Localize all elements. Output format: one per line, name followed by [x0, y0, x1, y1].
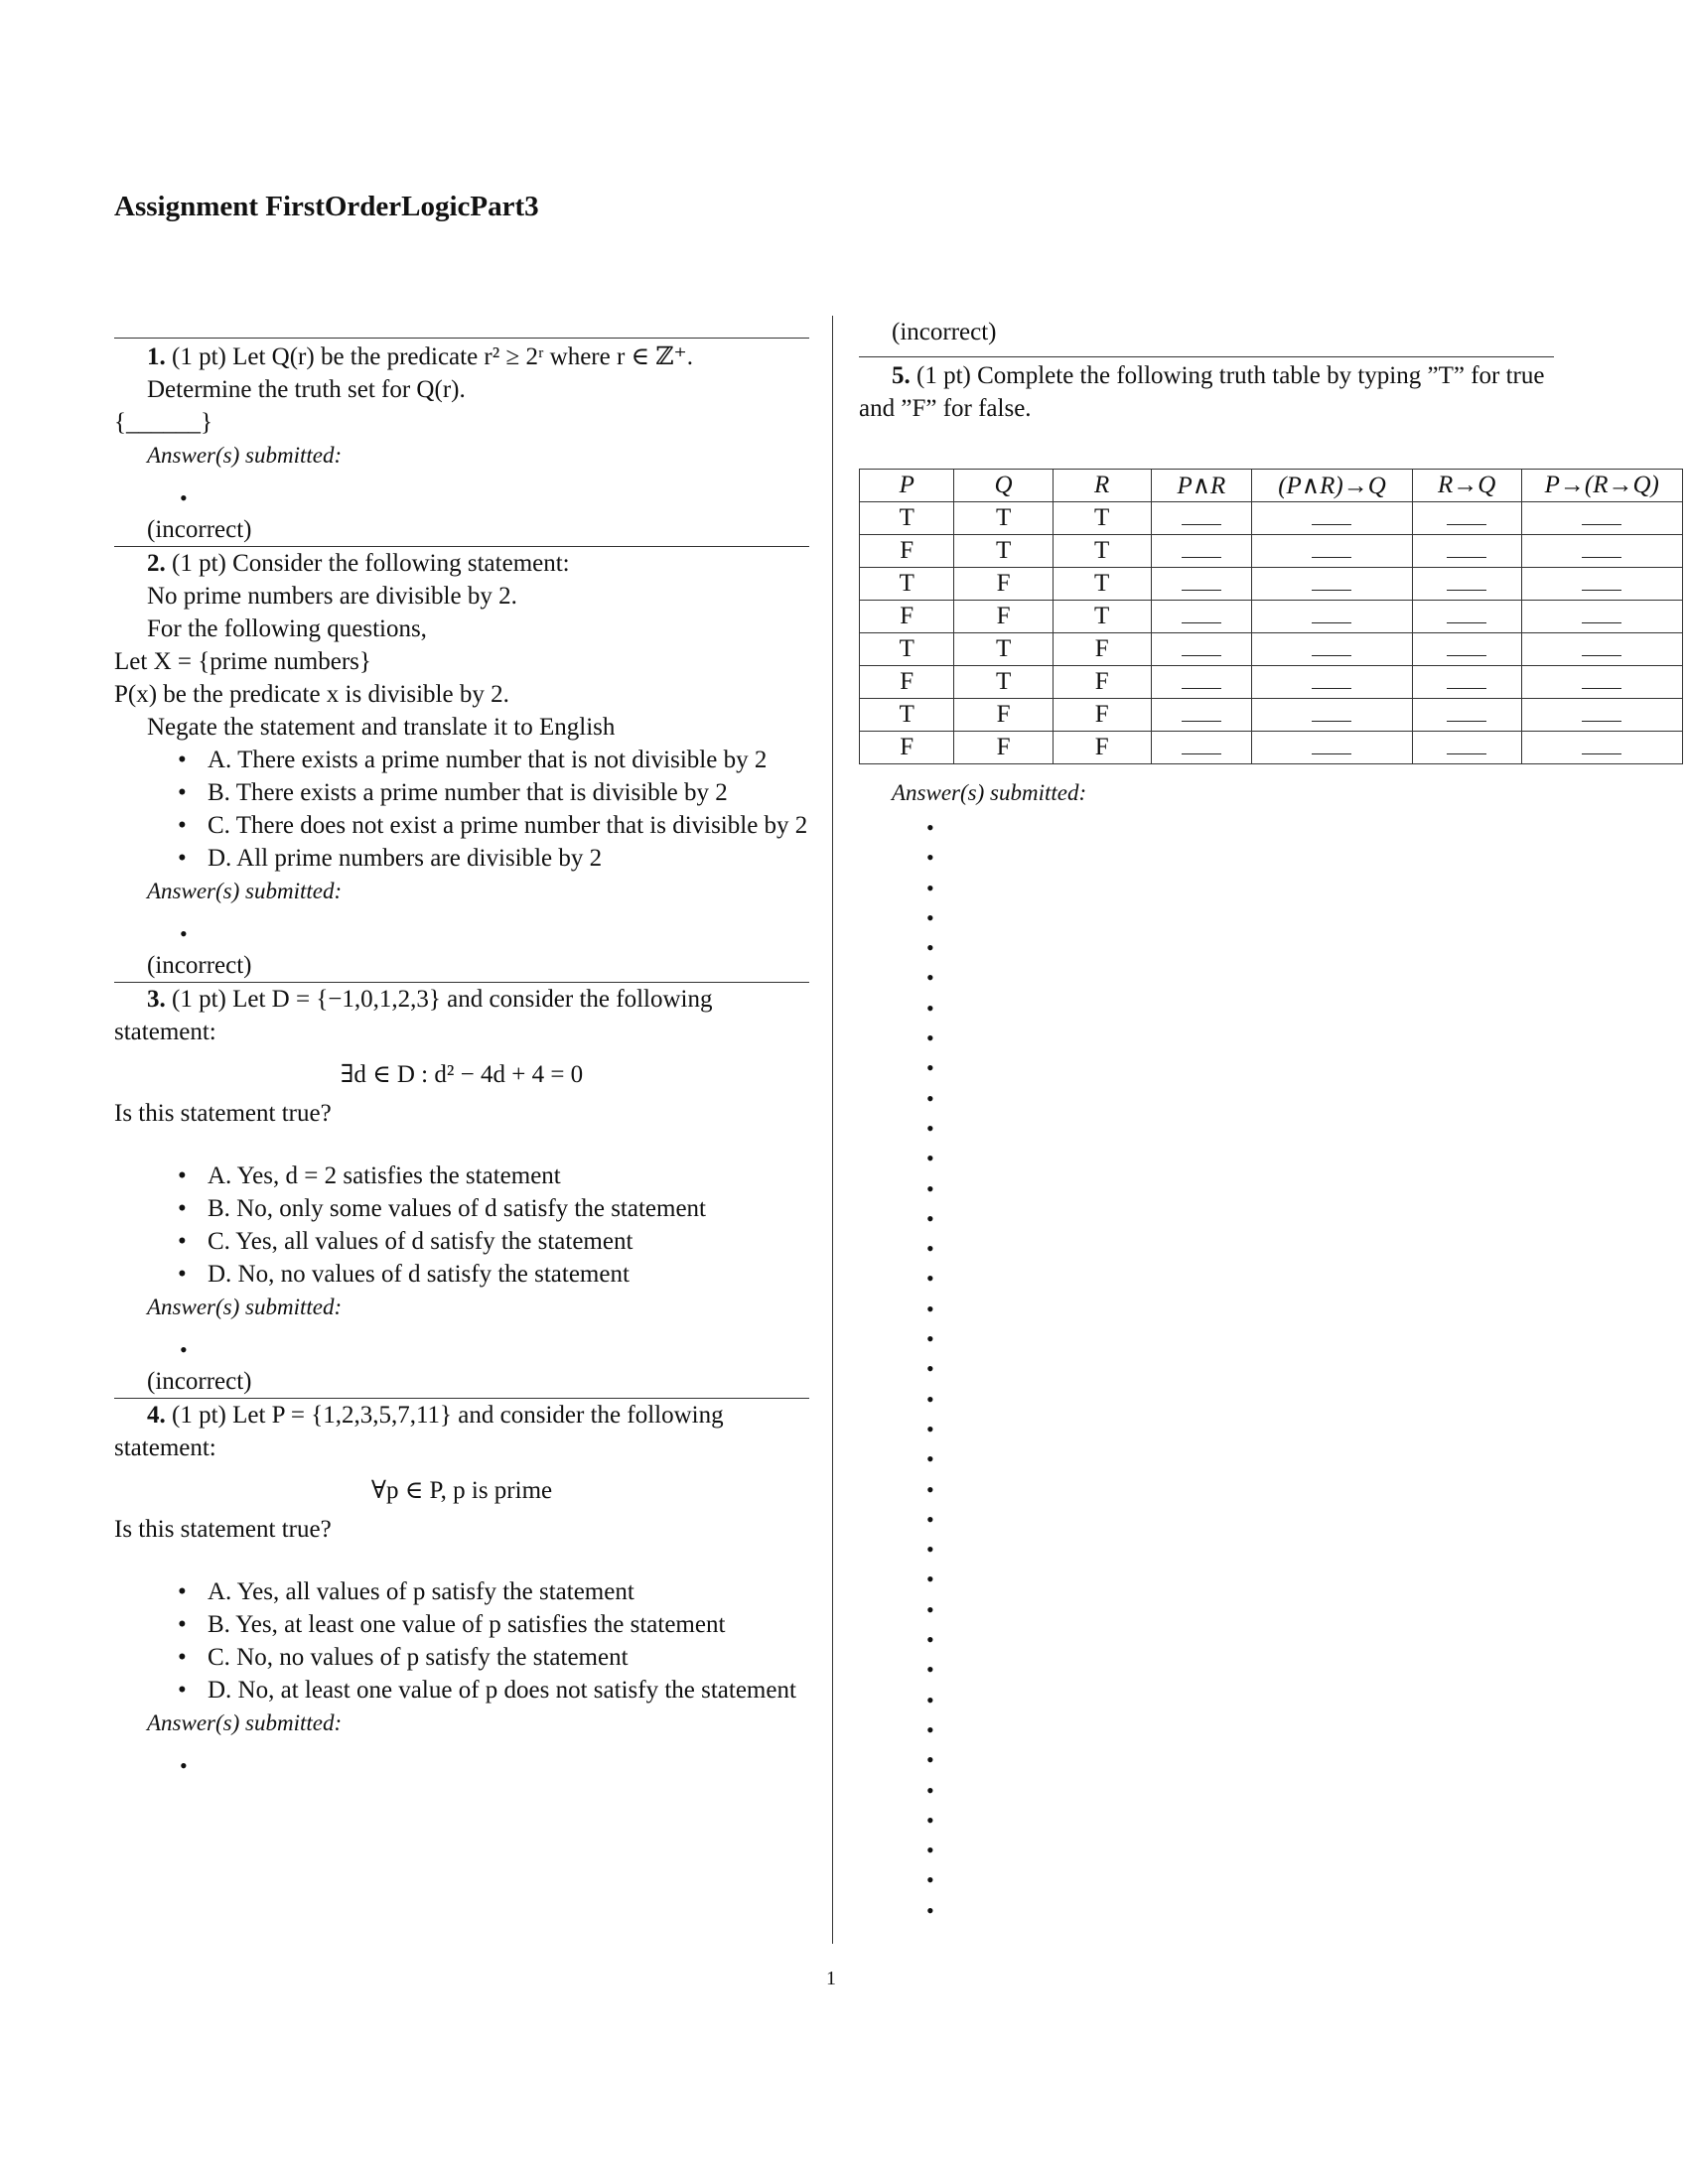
answer-bullet: [859, 1176, 1683, 1206]
question-divider: [859, 356, 1554, 357]
answer-bullet: [859, 1747, 1683, 1777]
question-1: [114, 341, 809, 546]
answers-submitted-label: Answer(s) submitted:: [892, 780, 1087, 805]
answer-blank[interactable]: [1447, 504, 1486, 525]
answer-bullet: [114, 907, 809, 949]
answer-input-cell[interactable]: [1252, 666, 1413, 699]
answer-bullet: [859, 1387, 1683, 1417]
option-c[interactable]: • C. Yes, all values of d satisfy the statement: [114, 1225, 809, 1258]
status-text: (incorrect): [147, 1368, 252, 1395]
answer-input-cell[interactable]: [1151, 535, 1252, 568]
question-number: 3.: [147, 986, 166, 1013]
answer-input-cell[interactable]: [1252, 535, 1413, 568]
answer-blank[interactable]: [1182, 603, 1221, 623]
definition-text: P(x) be the predicate x is divisible by 2.: [114, 681, 509, 708]
answer-blank[interactable]: [1582, 668, 1621, 689]
status-text: (incorrect): [147, 952, 252, 979]
answer-bullet: [859, 1236, 1683, 1266]
answer-bullet: [859, 1567, 1683, 1596]
table-cell: F: [954, 699, 1053, 732]
table-cell: F: [1053, 732, 1151, 764]
question-text-2: Determine the truth set for Q(r).: [147, 376, 466, 403]
column-header: P→(R→Q): [1521, 470, 1682, 502]
answer-bullet: [859, 876, 1683, 905]
answer-bullet-list: [859, 815, 1683, 1928]
answer-bullet: [859, 1025, 1683, 1055]
answer-bullet: [859, 1446, 1683, 1476]
answer-input-cell[interactable]: [1151, 502, 1252, 535]
answers-submitted-label: Answer(s) submitted:: [147, 879, 343, 903]
option-d[interactable]: • D. All prime numbers are divisible by 2: [114, 842, 809, 875]
table-cell: F: [954, 568, 1053, 601]
question-text: (1 pt) Let P = {1,2,3,5,7,11} and consider the following statement:: [114, 1402, 724, 1461]
answer-input-cell[interactable]: [1412, 699, 1521, 732]
answer-bullet: [859, 1297, 1683, 1326]
answer-input-cell[interactable]: [1412, 666, 1521, 699]
answer-bullet: [114, 1739, 809, 1781]
answer-input-cell[interactable]: [1521, 732, 1682, 764]
truth-table: [859, 469, 1683, 764]
column-header: R: [1053, 470, 1151, 502]
answer-input-cell[interactable]: [1151, 601, 1252, 633]
answer-input-cell[interactable]: [1521, 601, 1682, 633]
definition-text: Let X = {prime numbers}: [114, 648, 371, 675]
answer-input-cell[interactable]: [1521, 666, 1682, 699]
answer-input-cell[interactable]: [1521, 699, 1682, 732]
answer-bullet: [859, 1086, 1683, 1116]
answer-input-cell[interactable]: [1252, 502, 1413, 535]
answer-bullet: [859, 1417, 1683, 1446]
column-header: P∧R: [1151, 470, 1252, 502]
table-row: [860, 699, 1683, 732]
table-cell: T: [954, 502, 1053, 535]
answer-bullet: [859, 1266, 1683, 1296]
answer-input-cell[interactable]: [1151, 666, 1252, 699]
statement-text: No prime numbers are divisible by 2.: [147, 583, 517, 610]
formula: ∃d ∈ D : d² − 4d + 4 = 0: [340, 1061, 584, 1088]
question-prompt: Is this statement true?: [114, 1100, 332, 1127]
option-a[interactable]: • A. There exists a prime number that is not divisible by 2: [114, 744, 809, 776]
answer-blank[interactable]: [1182, 570, 1221, 591]
answer-bullet: [859, 1838, 1683, 1867]
table-row: [860, 601, 1683, 633]
answer-bullet: [859, 965, 1683, 995]
answers-submitted-label: Answer(s) submitted:: [147, 1710, 343, 1735]
answers-submitted-label: Answer(s) submitted:: [147, 1295, 343, 1319]
table-cell: T: [860, 502, 954, 535]
answer-blank[interactable]: [1182, 635, 1221, 656]
option-d[interactable]: • D. No, no values of d satisfy the statement: [114, 1258, 809, 1291]
truth-table-header: [860, 470, 1683, 502]
answer-input-cell[interactable]: [1252, 601, 1413, 633]
answer-input-cell[interactable]: [1412, 732, 1521, 764]
table-row: [860, 633, 1683, 666]
answer-input-cell[interactable]: [1412, 633, 1521, 666]
table-row: [860, 732, 1683, 764]
answer-blank[interactable]: [1447, 635, 1486, 656]
answer-blank[interactable]: [1582, 734, 1621, 754]
instruction-text: For the following questions,: [147, 615, 427, 642]
answer-blank[interactable]: [1312, 701, 1351, 722]
answer-blank[interactable]: [1447, 570, 1486, 591]
answer-bullet: [859, 1537, 1683, 1567]
table-row: [860, 666, 1683, 699]
option-c[interactable]: • C. No, no values of p satisfy the statement: [114, 1641, 809, 1674]
answer-input-cell[interactable]: [1412, 601, 1521, 633]
answer-blank[interactable]: [1182, 701, 1221, 722]
answer-blank[interactable]: [1312, 635, 1351, 656]
option-b[interactable]: • B. No, only some values of d satisfy the statement: [114, 1192, 809, 1225]
question-number: 5.: [892, 362, 911, 389]
answer-blank[interactable]: [1312, 570, 1351, 591]
answer-input-cell[interactable]: [1252, 568, 1413, 601]
answer-bullet: [859, 1627, 1683, 1657]
answer-blank[interactable]: [1582, 603, 1621, 623]
answer-blank[interactable]: [1182, 504, 1221, 525]
column-header: Q: [954, 470, 1053, 502]
question-divider: [114, 338, 809, 339]
answer-bullet: [859, 1597, 1683, 1627]
table-cell: T: [860, 633, 954, 666]
question-5: [859, 359, 1554, 425]
answer-blank[interactable]: [1182, 668, 1221, 689]
column-header: P: [860, 470, 954, 502]
answer-bullet: [859, 1507, 1683, 1537]
table-cell: T: [860, 568, 954, 601]
answer-input-cell[interactable]: [1252, 633, 1413, 666]
answer-bullet: [859, 905, 1683, 935]
column-header: (P∧R)→Q: [1252, 470, 1413, 502]
answers-submitted-label: Answer(s) submitted:: [147, 443, 343, 468]
table-cell: F: [1053, 666, 1151, 699]
table-row: [860, 568, 1683, 601]
answer-bullet: [859, 1477, 1683, 1507]
answer-bullet: [114, 1323, 809, 1365]
table-cell: F: [860, 535, 954, 568]
answer-blank[interactable]: [1447, 701, 1486, 722]
table-row: [860, 502, 1683, 535]
answer-bullet: [859, 1055, 1683, 1085]
answer-blank[interactable]: [1447, 668, 1486, 689]
option-a[interactable]: • A. Yes, all values of p satisfy the statement: [114, 1575, 809, 1608]
question-text: (1 pt) Let Q(r) be the predicate r² ≥ 2ʳ where r ∈ ℤ⁺.: [172, 343, 693, 370]
answer-blank[interactable]: [1447, 537, 1486, 558]
answer-input-cell[interactable]: [1412, 535, 1521, 568]
table-row: [860, 535, 1683, 568]
option-a[interactable]: • A. Yes, d = 2 satisfies the statement: [114, 1160, 809, 1192]
answer-input-cell[interactable]: [1151, 633, 1252, 666]
answer-input-cell[interactable]: [1151, 732, 1252, 764]
table-cell: T: [1053, 601, 1151, 633]
instruction-text: Negate the statement and translate it to English: [147, 714, 616, 741]
table-cell: T: [954, 535, 1053, 568]
column-header: R→Q: [1412, 470, 1521, 502]
question-text: (1 pt) Complete the following truth table by typing ”T” for true and ”F” for false.: [859, 362, 1545, 422]
option-d[interactable]: • D. No, at least one value of p does not satisfy the statement: [114, 1674, 809, 1706]
answer-bullet: [114, 472, 809, 513]
column-divider: [832, 316, 833, 1944]
answer-bullet: [859, 1206, 1683, 1236]
answer-blank[interactable]: [1447, 603, 1486, 623]
question-4: [114, 1399, 809, 1781]
answer-input-cell[interactable]: [1412, 568, 1521, 601]
table-cell: F: [1053, 633, 1151, 666]
option-b[interactable]: • B. There exists a prime number that is divisible by 2: [114, 776, 809, 809]
answer-input-cell[interactable]: [1412, 502, 1521, 535]
question-text: (1 pt) Consider the following statement:: [172, 550, 570, 577]
answer-bullet: [859, 1146, 1683, 1175]
right-column: [859, 316, 1683, 1928]
answer-bullet: [859, 1116, 1683, 1146]
answer-bullet: [859, 1808, 1683, 1838]
answer-bullet: [859, 1356, 1683, 1386]
table-cell: T: [1053, 535, 1151, 568]
question-text: (1 pt) Let D = {−1,0,1,2,3} and consider the following statement:: [114, 986, 713, 1045]
table-cell: F: [1053, 699, 1151, 732]
answer-blank[interactable]: [1312, 537, 1351, 558]
question-3: [114, 983, 809, 1398]
answer-blank[interactable]: [1312, 734, 1351, 754]
question-number: 1.: [147, 343, 166, 370]
answer-input-cell[interactable]: [1521, 633, 1682, 666]
page-number: 1: [826, 1968, 836, 1989]
answer-blank[interactable]: [1312, 668, 1351, 689]
answer-bullet: [859, 1326, 1683, 1356]
answer-blank[interactable]: [1312, 603, 1351, 623]
answer-input-cell[interactable]: [1252, 699, 1413, 732]
table-cell: T: [1053, 568, 1151, 601]
answer-bullet: [859, 1717, 1683, 1747]
table-cell: F: [860, 732, 954, 764]
answer-blank[interactable]: [1582, 701, 1621, 722]
answer-blank[interactable]: [1447, 734, 1486, 754]
answer-blank[interactable]: [1312, 504, 1351, 525]
status-text: (incorrect): [147, 516, 252, 543]
table-cell: F: [860, 666, 954, 699]
page-title: Assignment FirstOrderLogicPart3: [114, 191, 539, 222]
answer-bullet: [859, 1657, 1683, 1687]
status-text: (incorrect): [892, 319, 997, 345]
answer-input-cell[interactable]: [1521, 535, 1682, 568]
option-c[interactable]: • C. There does not exist a prime number that is divisible by 2: [114, 809, 809, 842]
question-2: [114, 547, 809, 982]
answer-bullet: [859, 1688, 1683, 1717]
table-cell: T: [1053, 502, 1151, 535]
table-cell: F: [954, 732, 1053, 764]
table-cell: T: [954, 666, 1053, 699]
answer-input-cell[interactable]: [1151, 568, 1252, 601]
answer-bullet: [859, 845, 1683, 875]
answer-input-cell[interactable]: [1521, 568, 1682, 601]
table-cell: F: [954, 601, 1053, 633]
answer-blank[interactable]: [1182, 537, 1221, 558]
answer-input-cell[interactable]: [1151, 699, 1252, 732]
table-cell: F: [860, 601, 954, 633]
left-column: [114, 318, 809, 1781]
answer-blank[interactable]: [1582, 635, 1621, 656]
table-cell: T: [954, 633, 1053, 666]
table-cell: T: [860, 699, 954, 732]
answer-bullet: [859, 1898, 1683, 1928]
answer-input-cell[interactable]: [1252, 732, 1413, 764]
answer-blank[interactable]: [1582, 537, 1621, 558]
answer-bullet: [859, 1867, 1683, 1897]
answer-blank[interactable]: [1582, 570, 1621, 591]
option-b[interactable]: • B. Yes, at least one value of p satisfies the statement: [114, 1608, 809, 1641]
answer-blank[interactable]: [1182, 734, 1221, 754]
question-prompt: Is this statement true?: [114, 1516, 332, 1543]
answer-bullet: [859, 1778, 1683, 1808]
answer-blank[interactable]: {______}: [114, 409, 212, 436]
answer-bullet: [859, 935, 1683, 965]
question-number: 2.: [147, 550, 166, 577]
answer-blank[interactable]: [1582, 504, 1621, 525]
question-number: 4.: [147, 1402, 166, 1429]
answer-bullet: [859, 996, 1683, 1025]
formula: ∀p ∈ P, p is prime: [370, 1477, 553, 1504]
answer-input-cell[interactable]: [1521, 502, 1682, 535]
answer-bullet: [859, 815, 1683, 845]
